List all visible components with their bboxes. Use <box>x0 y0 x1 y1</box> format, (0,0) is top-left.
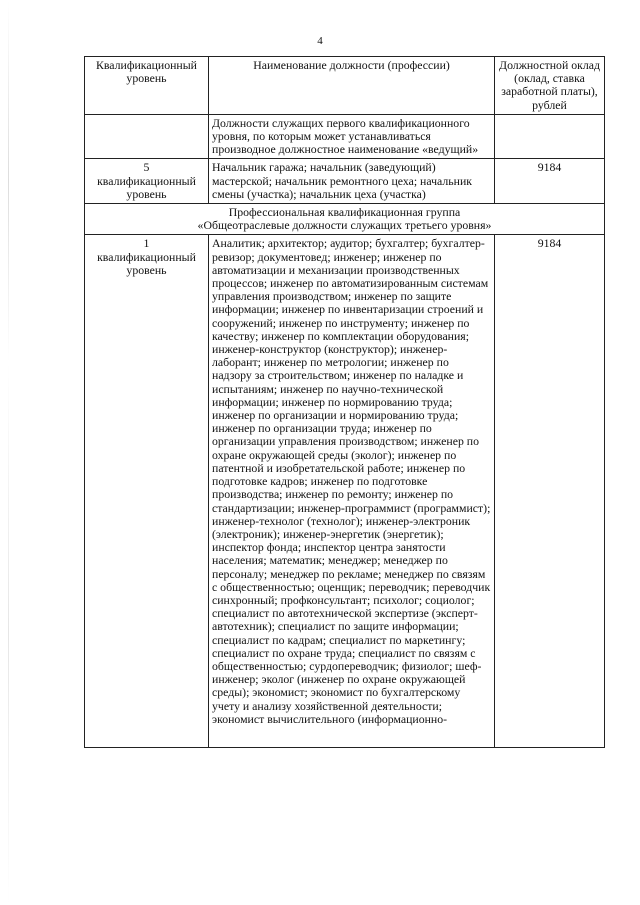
salary-cell: 9184 <box>495 235 605 748</box>
qualification-table <box>84 56 605 748</box>
table-row <box>85 159 605 204</box>
table-row <box>85 114 605 159</box>
header-qualification-level: Квалификационный уровень <box>85 57 209 115</box>
scan-edge-shadow <box>8 0 9 905</box>
group-heading-line1: Профессиональная квалификационная группа <box>228 205 461 220</box>
group-heading-line2: «Общеотраслевые должности служащих третьего уровня» <box>197 218 492 233</box>
positions-cell: Начальник гаража; начальник (заведующий) мастерской; начальник ремонтного цеха; начальник смены (участка); начальник цеха (участка) <box>209 159 495 204</box>
group-heading <box>85 204 605 235</box>
table-header-row <box>85 57 605 115</box>
level-cell <box>85 159 209 204</box>
header-position-name: Наименование должности (профессии) <box>209 57 495 115</box>
positions-cell: Должности служащих первого квалификационного уровня, по которым может устанавливаться производное должностное наименование «ведущий» <box>209 114 495 159</box>
level-label: квалификационный уровень <box>97 249 196 277</box>
level-cell <box>85 235 209 748</box>
salary-cell: 9184 <box>495 159 605 204</box>
level-number: 1 <box>143 236 150 251</box>
level-cell <box>85 114 209 159</box>
positions-cell: Аналитик; архитектор; аудитор; бухгалтер; бухгалтер-ревизор; документовед; инженер; инженер по автоматизации и механизации производственных процессов; инженер по автоматизированным системам управления производством; инженер по защите информации; инженер по инвентаризации строений и сооружений; инженер по инструменту; инженер по качеству; инженер по комплектации оборудования; инженер-конструктор (конструктор); инженер-лаборант; инженер по метрологии; инженер по надзору за строительством; инженер по наладке и испытаниям; инженер по научно-технической информации; инженер по нормированию труда; инженер по организации и нормированию труда; инженер по организации труда; инженер по организации управления производством; инженер по охране окружающей среды (эколог); инженер по патентной и изобретательской работе; инженер по подготовке кадров; инженер по подготовке производства; инженер по ремонту; инженер по стандартизации; инженер-программист (программист); инженер-технолог (технолог); инженер-электроник (электроник); инженер-энергетик (энергетик); инспектор фонда; инспектор центра занятости населения; математик; менеджер; менеджер по персоналу; менеджер по рекламе; менеджер по связям с общественностью; оценщик; переводчик; переводчик синхронный; профконсультант; психолог; социолог; специалист по автотехнической экспертизе (эксперт-автотехник); специалист по защите информации; специалист по кадрам; специалист по маркетингу; специалист по охране труда; специалист по связям с общественностью; сурдопереводчик; физиолог; шеф-инженер; эколог (инженер по охране окружающей среды); экономист; экономист по бухгалтерскому учету и анализу хозяйственной деятельности; экономист вычислительного (информационно- <box>209 235 495 748</box>
level-label: квалификационный уровень <box>97 173 196 201</box>
salary-cell <box>495 114 605 159</box>
header-salary: Должностной оклад (оклад, ставка заработной платы), рублей <box>495 57 605 115</box>
table-row <box>85 235 605 748</box>
group-heading-row <box>85 204 605 235</box>
level-number: 5 <box>143 160 150 175</box>
page-number: 4 <box>317 35 323 47</box>
